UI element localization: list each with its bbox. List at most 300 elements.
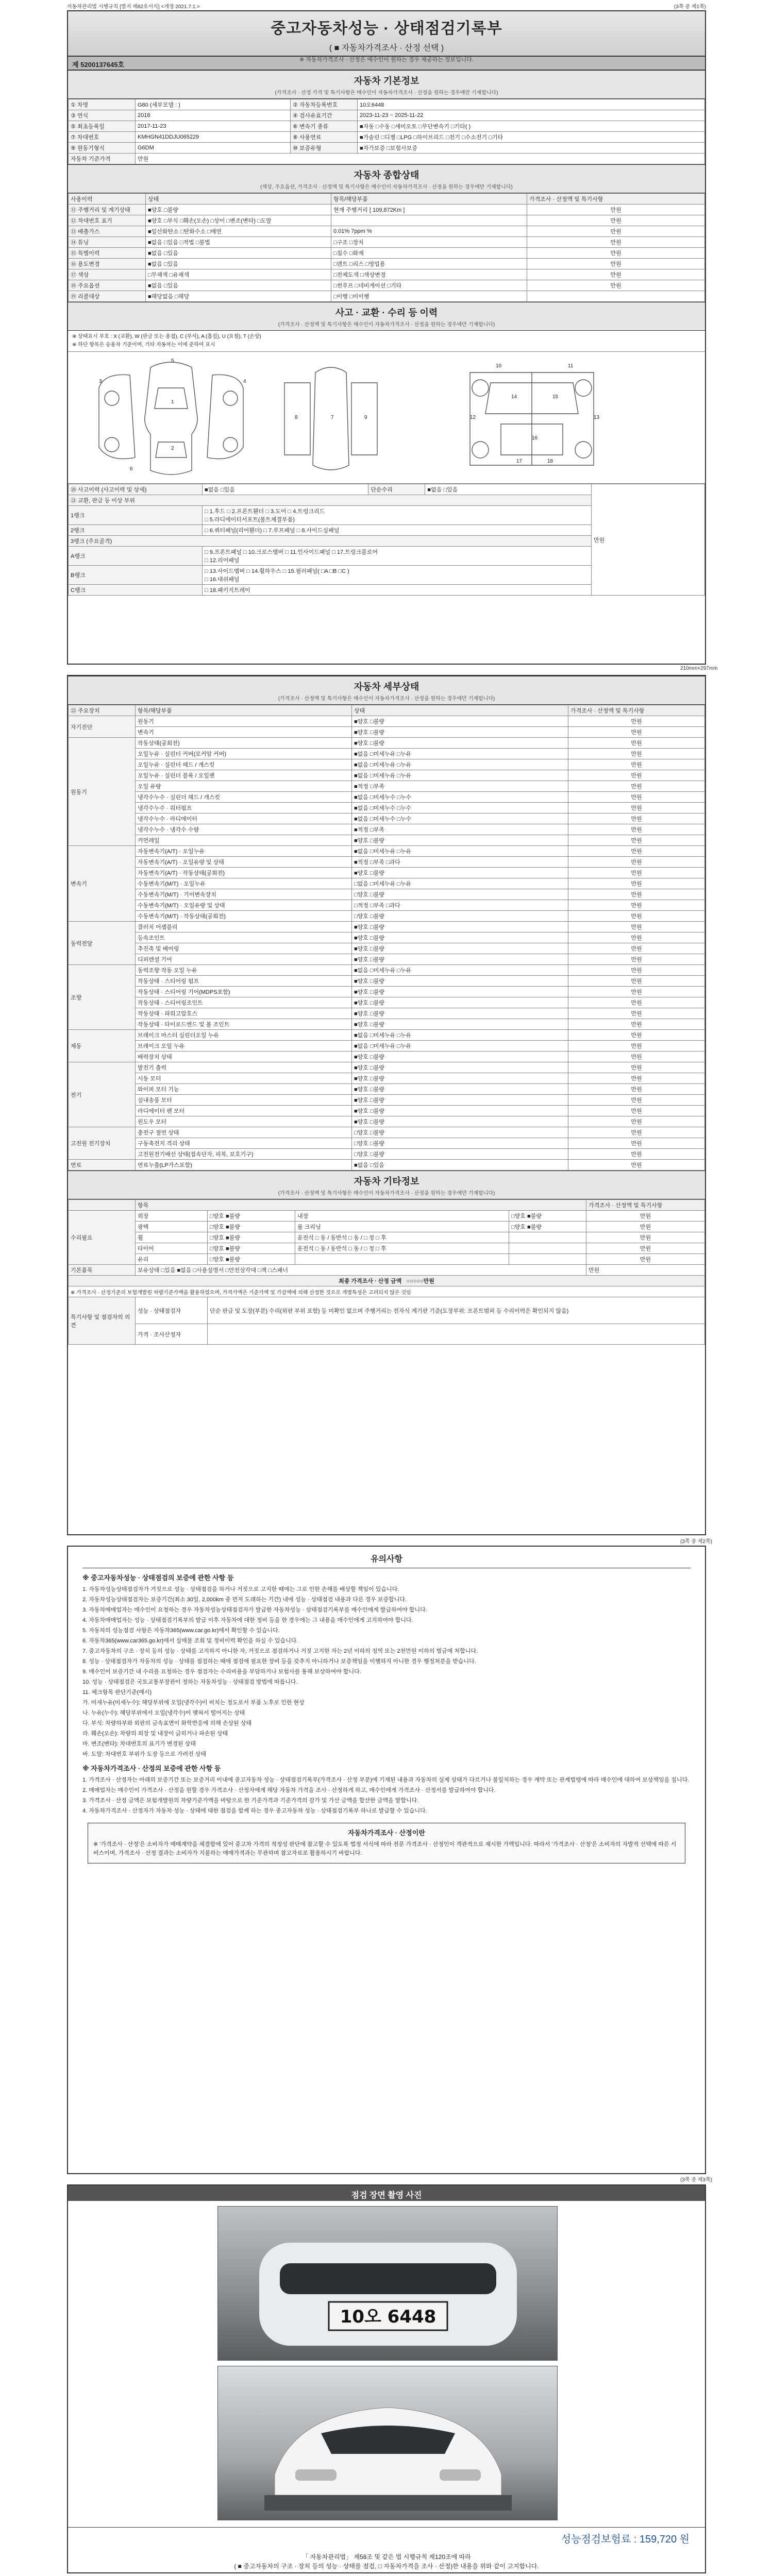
accident-table: [68, 484, 705, 596]
overview-state: ■없음 □있음: [146, 248, 331, 259]
notice-item: 3. 자동차매매업자는 매수인이 요청하는 경우 자동차성능상태점검자가 발급한 자동차성능 · 상태점검기록부를 매수인에게 발급하여야 합니다.: [82, 1607, 427, 1613]
detail-state: ■양호 □불량: [352, 1008, 568, 1019]
overview-name: ⑫ 차대번호 표기: [69, 215, 146, 226]
detail-row: [69, 1073, 705, 1084]
notice-item: 가. 미세누유(미세누수): 해당부위에 오일(냉각수)이 비치는 정도로서 부품 노후로 인한 현상: [82, 1700, 305, 1706]
detail-row: [69, 922, 705, 933]
other-item-a: 외장: [136, 1211, 208, 1222]
other-table: [68, 1199, 705, 1345]
page-1: [67, 10, 706, 665]
basic-value: KMHGN41DDJU065229: [136, 132, 291, 143]
detail-row: [69, 835, 705, 846]
diagram-number: 13: [594, 415, 600, 420]
detail-state: □없음 □미세누유 □누유: [352, 878, 568, 889]
detail-price: 만원: [568, 738, 705, 749]
title-box: [68, 11, 705, 63]
notice-section: [68, 1547, 705, 1879]
notice-item-2: 4. 자동차가격조사 · 산정자가 자동차 성능 · 상태에 대한 점검을 함께 하는 경우 중고자동차 성능 · 상태점검기록부 하나로 발급할 수 있습니다.: [82, 1808, 427, 1814]
detail-group: 제동: [69, 1030, 136, 1062]
legend-note: ※ 하단 항목은 승용차 기준이며, 기타 자동차는 이에 준하여 표시: [72, 342, 215, 348]
detail-row: [69, 824, 705, 835]
detail-row: [69, 1062, 705, 1073]
appraisal-box-text: ※ '가격조사 · 산정'은 소비자가 매매계약을 체결함에 있어 중고차 가격의 적정성 판단에 참고할 수 있도록 법정 서식에 따라 전문 가격조사 · 산정인이 객관적으로 제시한 가액입니다. 따라서 '가격조사 · 산정'은 소비자의 자발적 선택에 따른 서비스이며, 가격조사 · 산정 결과는 소비자가 지불하는 매매가격과는 무관하며 참고자료로 활용하시기 바랍니다.: [93, 1841, 677, 1856]
detail-price: 만원: [568, 987, 705, 997]
overview-detail: 0.01% 7ppm %: [331, 226, 527, 237]
basic-row: [69, 99, 705, 110]
accident-history-label: ⑳ 사고이력 (사고이력 및 상세): [69, 484, 203, 495]
detail-price: 만원: [568, 976, 705, 987]
detail-price: 만원: [568, 1073, 705, 1084]
basic-value: 10오6448: [357, 99, 704, 110]
detail-price: 만원: [568, 846, 705, 857]
detail-row: [69, 857, 705, 868]
remark-appraiser-text: [208, 1324, 705, 1345]
rank1-label: 1랭크: [69, 506, 203, 525]
notice-item: 10. 성능 · 상태점검은 국토교통부장관이 정하는 자동차성능 · 상태점검 방법에 따릅니다.: [82, 1679, 298, 1685]
diagram-number: 4: [243, 379, 246, 384]
other-state-b: [509, 1243, 586, 1254]
detail-state: ■없음 □미세누수 □누수: [352, 814, 568, 824]
basic-items-price: 만원: [586, 1265, 705, 1276]
other-subheading: (가격조사 · 산정액 및 특기사항은 매수인이 자동차가격조사 · 산정을 원하는 경우에만 기재합니다): [68, 1189, 705, 1199]
diagram-number: 16: [532, 435, 538, 441]
other-price: 만원: [586, 1211, 705, 1222]
detail-price: 만원: [568, 922, 705, 933]
other-state-b: □양호 ■불량: [509, 1222, 586, 1232]
detail-price: 만원: [568, 770, 705, 781]
detail-item: 동력조향 작동 오일 누유: [136, 965, 352, 976]
basic-row: [69, 121, 705, 132]
detail-row: [69, 943, 705, 954]
detail-row: [69, 1019, 705, 1030]
notice-item-2: 1. 가격조사 · 산정자는 아래의 보증기간 또는 보증거리 이내에 중고자동차 성능 · 상태점검기록부(가격조사 · 산정 부분)에 기재된 내용과 자동차의 실제 상태가 다르거나 불일치하는 경우 계약 또는 관계법령에 따라 매수인에 대하여 보상책임을 집니다.: [82, 1777, 690, 1783]
detail-state: ■없음 □미세누유 □누유: [352, 759, 568, 770]
detail-row: [69, 1116, 705, 1127]
detail-group: 조향: [69, 965, 136, 1030]
detail-item: 윈도우 모터: [136, 1116, 352, 1127]
detail-state: ■양호 □불량: [352, 1062, 568, 1073]
basic-label: ③ 연식: [69, 110, 136, 121]
overview-detail: □전체도색 □색상변경: [331, 269, 527, 280]
other-row: [69, 1232, 705, 1243]
car-outline-right: [470, 372, 594, 465]
legend-symbols: ※ 상태표시 부호 : X (교환), W (판금 또는 용접), C (부식), A (흠집), U (요철), T (손상): [72, 334, 261, 340]
other-item-b: [295, 1254, 509, 1265]
detail-item: 커먼레일: [136, 835, 352, 846]
detail-item: 수동변속기(M/T) · 오일유량 및 상태: [136, 900, 352, 911]
detail-item: 냉각수누수 · 실린더 헤드 / 개스킷: [136, 792, 352, 803]
detail-price: 만원: [568, 1062, 705, 1073]
notice-item: 마. 변조(변타): 차대번호의 표기가 변경된 상태: [82, 1741, 196, 1747]
detail-state: □양호 □불량: [352, 1127, 568, 1138]
overview-col-price: 가격조사 · 산정액 및 특기사항: [527, 194, 705, 205]
notice-items-2: [82, 1776, 691, 1816]
overview-heading: 자동차 종합상태: [68, 164, 705, 182]
other-row: [69, 1222, 705, 1232]
diagram-number: 5: [171, 358, 174, 364]
detail-row: [69, 1160, 705, 1171]
overview-detail: □침수 □화재: [331, 248, 527, 259]
detail-group: 원동기: [69, 738, 136, 846]
detail-item: 디퍼렌셜 기어: [136, 954, 352, 965]
detail-item: 수동변속기(M/T) · 기어변속장치: [136, 889, 352, 900]
notice-item: 다. 부식: 차량하부와 외판의 금속표면이 화학반응에 의해 손상된 상태: [82, 1720, 252, 1726]
sign-line-2: ( ■ 중고자동차의 구조 · 장치 등의 성능 · 상태를 점검, □ 자동차가격을 조사 · 산정)한 내용을 위와 같이 고지합니다.: [234, 2563, 539, 2570]
detail-row: [69, 900, 705, 911]
overview-state: □무채색 □유채색: [146, 269, 331, 280]
other-col-price: 가격조사 · 산정액 및 특기사항: [586, 1200, 705, 1211]
remark-appraiser-label: 가격 · 조사산정자: [136, 1324, 208, 1345]
detail-item: 냉각수누수 · 라디에이터: [136, 814, 352, 824]
other-state-a: □양호 ■불량: [208, 1211, 295, 1222]
diagram-number: 7: [331, 415, 334, 420]
sign-line-1: 「 자동차관리법」 제58조 및 같은 법 시행규칙 제120조에 따라: [302, 2553, 471, 2561]
detail-price: 만원: [568, 1127, 705, 1138]
rankA-label: A랭크: [69, 547, 203, 566]
detail-state: □양호 □불량: [352, 911, 568, 922]
car-outline-left: [99, 362, 377, 474]
diagram-number: 18: [547, 459, 553, 464]
other-state-a: □양호 ■불량: [208, 1243, 295, 1254]
accident-heading: 사고 · 교환 · 수리 등 이력: [68, 302, 705, 320]
detail-item: 라디에이터 팬 모터: [136, 1106, 352, 1116]
detail-price: 만원: [568, 1106, 705, 1116]
detail-item: 작동상태 · 스티어링 기어(MDPS포함): [136, 987, 352, 997]
detail-item: 오일 유량: [136, 781, 352, 792]
detail-price: 만원: [568, 878, 705, 889]
car-diagram: [68, 352, 705, 484]
other-heading: 자동차 기타정보: [68, 1171, 705, 1189]
page-indicator-3: (3쪽 중 제3쪽): [680, 2177, 712, 2183]
detail-price: 만원: [568, 1084, 705, 1095]
notice-item-2: 3. 가격조사 · 산정 금액은 보험개발원의 차량기준가액을 바탕으로 한 기준가격과 기준가격의 감가 및 가산 금액을 합산한 금액을 말합니다.: [82, 1798, 419, 1804]
detail-price: 만원: [568, 911, 705, 922]
detail-item: 오일누유 · 실린더 커버(로커암 커버): [136, 749, 352, 759]
detail-row: [69, 1095, 705, 1106]
notice-item: 라. 훼손(오손): 차량의 외장 및 내장이 긁히거나 파손된 상태: [82, 1731, 228, 1737]
overview-row: [69, 269, 705, 280]
detail-state: ■없음 □미세누유 □누유: [352, 846, 568, 857]
overview-price: 만원: [527, 259, 705, 269]
basic-label: ⑨ 원동기형식: [69, 143, 136, 154]
detail-group: 변속기: [69, 846, 136, 922]
detail-state: ■양호 □불량: [352, 1084, 568, 1095]
detail-state: ■양호 □불량: [352, 1073, 568, 1084]
overview-row: [69, 226, 705, 237]
overview-row: [69, 248, 705, 259]
basic-label: ⑤ 최초등록일: [69, 121, 136, 132]
appraisal-box-title: 자동차가격조사 · 산정이란: [348, 1829, 425, 1837]
remark-label: 특기사항 및 점검자의 의견: [69, 1297, 136, 1345]
detail-state: ■양호 □불량: [352, 997, 568, 1008]
detail-state: ■없음 □있음: [352, 1160, 568, 1171]
overview-state: ■양호 □부식 □훼손(오손) □상이 □변조(변타) □도말: [146, 215, 331, 226]
detail-item: 오일누유 · 실린더 헤드 / 개스킷: [136, 759, 352, 770]
detail-state: ■없음 □미세누유 □누유: [352, 749, 568, 759]
other-state-a: □양호 ■불량: [208, 1232, 295, 1243]
final-price-row: 최종 가격조사 · 산정 금액 ○○○○○만원: [69, 1276, 705, 1286]
diagram-number: 10: [496, 363, 502, 369]
other-item-b: 룸 크리닝: [295, 1222, 509, 1232]
overview-name: ⑰ 색상: [69, 269, 146, 280]
basic-value: ■자가보증 □보험사보증: [357, 143, 704, 154]
overview-subheading: (색상, 주요옵션, 가격조사 · 산정액 및 특기사항은 매수인이 자동차가격조사 · 산정을 원하는 경우에만 기재합니다): [68, 182, 705, 193]
overview-detail: [331, 215, 527, 226]
detail-item: 브레이크 오일 누유: [136, 1041, 352, 1052]
other-state-b: □양호 ■불량: [509, 1211, 586, 1222]
detail-item: 자동변속기(A/T) · 오일누유: [136, 846, 352, 857]
detail-price: 만원: [568, 814, 705, 824]
overview-name: ⑭ 튜닝: [69, 237, 146, 248]
detail-state: ■양호 □불량: [352, 738, 568, 749]
diagram-number: 17: [516, 459, 523, 464]
notice-item: 7. 중고자동차의 구조 · 장치 등의 성능 · 상태를 고지하지 아니한 자, 거짓으로 점검하거나 거짓 고지한 자는 2년 이하의 징역 또는 2천만원 이하의 벌금에 처합니다.: [82, 1648, 478, 1654]
detail-state: ■없음 □미세누수 □누수: [352, 803, 568, 814]
detail-item: 연료누출(LP가스포함): [136, 1160, 352, 1171]
page-3: [67, 1546, 706, 2174]
detail-state: ■양호 □불량: [352, 716, 568, 727]
page-indicator: (3쪽 중 제1쪽): [674, 4, 706, 10]
detail-price: 만원: [568, 716, 705, 727]
other-state-a: □양호 ■불량: [208, 1222, 295, 1232]
other-item-a: 휠: [136, 1232, 208, 1243]
detail-item: 충전구 절연 상태: [136, 1127, 352, 1138]
detail-state: □적정 □부족 □과다: [352, 900, 568, 911]
page-2: [67, 675, 706, 1535]
detail-state: ■양호 □불량: [352, 1116, 568, 1127]
detail-item: 작동상태 · 타이로드엔드 및 볼 조인트: [136, 1019, 352, 1030]
detail-item: 수동변속기(M/T) · 오일누유: [136, 878, 352, 889]
notice-h1: ※ 중고자동차성능 · 상태점검의 보증에 관한 사항 등: [82, 1574, 234, 1582]
detail-state: □양호 □불량: [352, 889, 568, 900]
detail-state: □양호 □불량: [352, 1149, 568, 1160]
detail-item: 냉각수누수 · 냉각수 수량: [136, 824, 352, 835]
detail-item: 자동변속기(A/T) · 오일유량 및 상태: [136, 857, 352, 868]
detail-state: ■적정 □부족: [352, 824, 568, 835]
detail-group: 연료: [69, 1160, 136, 1171]
diagram-number: 1: [171, 399, 174, 405]
rankB-label: B랭크: [69, 566, 203, 585]
basic-value: G80 (세부모델 : ): [136, 99, 291, 110]
other-price: 만원: [586, 1254, 705, 1265]
basic-value: G6DM: [136, 143, 291, 154]
detail-item: 자동변속기(A/T) · 작동상태(공회전): [136, 868, 352, 878]
detail-item: 원동기: [136, 716, 352, 727]
accident-price: 만원: [592, 484, 705, 596]
detail-item: 구동축전지 격리 상태: [136, 1138, 352, 1149]
detail-price: 만원: [568, 1138, 705, 1149]
notice-item: 11. 체크항목 판단기준(예시): [82, 1689, 152, 1696]
basic-value: ■자동 □수동 □세미오토 □무단변속기 □기타( ): [357, 121, 704, 132]
overview-detail: □렌트 □리스 □영업용: [331, 259, 527, 269]
detail-state: ■적정 □부족 □과다: [352, 857, 568, 868]
rankA-items: □ 9.프론트패널 □ 10.크로스멤버 □ 11.인사이드패널 □ 17.트렁크플로어 □ 12.리어패널: [203, 547, 592, 566]
notice-item: 5. 자동차의 성능점검 사항은 자동차365(www.car.go.kr)에서 확인할 수 있습니다.: [82, 1628, 280, 1634]
detail-group: 고전원 전기장치: [69, 1127, 136, 1160]
detail-item: 작동상태(공회전): [136, 738, 352, 749]
detail-item: 작동상태 · 스티어링 펌프: [136, 976, 352, 987]
other-item-a: 광택: [136, 1222, 208, 1232]
detail-row: [69, 1052, 705, 1062]
other-item-a: 유리: [136, 1254, 208, 1265]
basic-row: [69, 110, 705, 121]
basic-label: ① 차명: [69, 99, 136, 110]
notice-item: 2. 자동차성능상태점검자는 보증기간(최소 30일, 2,000km 중 먼저 도래하는 기간) 내에 성능 · 상태점검 내용과 다른 경우 보증합니다.: [82, 1597, 407, 1603]
detail-item: 시동 모터: [136, 1073, 352, 1084]
basic-value: ■가솔린 □디젤 □LPG □하이브리드 □전기 □수소전기 □기타: [357, 132, 704, 143]
basic-value: 2018: [136, 110, 291, 121]
other-item-b: 운전석 □ 동 / 동반석 □ 동 / □ 정 □ 후: [295, 1232, 509, 1243]
notice-h2: ※ 자동차가격조사 · 산정의 보증에 관한 사항 등: [82, 1765, 221, 1772]
overview-detail: □이행 □미이행: [331, 291, 527, 302]
detail-row: [69, 1084, 705, 1095]
overview-col-usage: 사용이력: [69, 194, 146, 205]
car-diagram-svg: [68, 352, 705, 484]
diagram-number: 14: [511, 394, 517, 400]
rank3-label: 3랭크 (주요골격): [69, 536, 592, 547]
diagram-number: 12: [470, 415, 476, 420]
overview-name: ⑯ 용도변경: [69, 259, 146, 269]
detail-price: 만원: [568, 759, 705, 770]
photo-front: [217, 2206, 558, 2361]
basic-row: [69, 132, 705, 143]
basic-items-value: 보유상태 □있음 ■없음 □사용설명서 □안전삼각대 □잭 □스패너: [136, 1265, 586, 1276]
other-price: 만원: [586, 1222, 705, 1232]
diagram-number: 11: [568, 363, 574, 369]
rank2-items: □ 6.쿼터패널(리어휀더) □ 7.루프패널 □ 8.사이드실패널: [203, 525, 592, 536]
overview-price: 만원: [527, 269, 705, 280]
detail-price: 만원: [568, 835, 705, 846]
detail-state: ■양호 □불량: [352, 987, 568, 997]
basic-info-heading: 자동차 기본정보: [68, 70, 705, 88]
overview-name: ⑮ 특별이력: [69, 248, 146, 259]
detail-row: [69, 1127, 705, 1138]
detail-item: 브레이크 마스터 실린더오일 누유: [136, 1030, 352, 1041]
final-price-note: ※ 가격조사 · 산정기준의 보험개발원 차량기준가액을 활용하였으며, 가격가액은 기준가액 및 가감액에 의해 산정한 것으로 개별특성은 고려되지 않은 것임: [69, 1286, 705, 1297]
basic-label: ⑩ 보증유형: [290, 143, 357, 154]
other-price: 만원: [586, 1243, 705, 1254]
diagram-number: 15: [552, 394, 559, 400]
other-row: [69, 1211, 705, 1222]
rank2-label: 2랭크: [69, 525, 203, 536]
notice-item: 8. 성능 · 상태점검자가 자동차의 성능 · 상태를 점검하는 때에 점검에 필요한 장비 등을 갖추지 아니하거나 보증책임을 이행하지 아니한 경우 행정처분을 받습니다.: [82, 1658, 476, 1665]
basic-label: ⑧ 사용연료: [290, 132, 357, 143]
detail-row: [69, 911, 705, 922]
detail-item: 추진축 및 베어링: [136, 943, 352, 954]
detail-item: 클러치 어셈블리: [136, 922, 352, 933]
overview-name: ⑲ 리콜대상: [69, 291, 146, 302]
detail-row: [69, 1041, 705, 1052]
detail-row: [69, 814, 705, 824]
detail-group: 자기진단: [69, 716, 136, 738]
detail-group: 동력전달: [69, 922, 136, 965]
diagram-number: 9: [364, 415, 367, 420]
detail-item: 와이퍼 모터 기능: [136, 1084, 352, 1095]
notice-item-2: 2. 매매업자는 매수인이 가격조사 · 산정을 원할 경우 가격조사 · 산정자에게 해당 자동차 가격을 조사 · 산정하게 하고, 매수인에게 가격조사 · 산정서를 발급하여야 합니다.: [82, 1787, 496, 1793]
detail-price: 만원: [568, 1041, 705, 1052]
parts-label: ㉑ 교환, 판금 등 이상 부위: [69, 495, 592, 506]
overview-row: [69, 291, 705, 302]
detail-price: 만원: [568, 868, 705, 878]
detail-state: ■양호 □불량: [352, 1019, 568, 1030]
detail-item: 등속조인트: [136, 933, 352, 943]
detail-price: 만원: [568, 857, 705, 868]
detail-price: 만원: [568, 1019, 705, 1030]
other-item-a: 타이어: [136, 1243, 208, 1254]
detail-state: □양호 □불량: [352, 1138, 568, 1149]
page-note: ※ 자동차가격조사 · 산정은 매수인이 원하는 경우 제공하는 정보입니다.: [299, 57, 474, 63]
detail-table: [68, 705, 705, 1171]
detail-price: 만원: [568, 803, 705, 814]
detail-state: ■양호 □불량: [352, 922, 568, 933]
remark-inspector-label: 성능 · 상태점검자: [136, 1297, 208, 1324]
overview-state: ■해당없음 □해당: [146, 291, 331, 302]
overview-price: [527, 291, 705, 302]
detail-price: 만원: [568, 1095, 705, 1106]
rankC-items: □ 18.패키지트레이: [203, 585, 592, 596]
detail-row: [69, 997, 705, 1008]
detail-price: 만원: [568, 997, 705, 1008]
overview-price: 만원: [527, 205, 705, 215]
overview-row: [69, 259, 705, 269]
detail-item: 오일누유 · 실린더 블록 / 오일팬: [136, 770, 352, 781]
detail-state: ■없음 □미세누유 □누유: [352, 965, 568, 976]
detail-heading: 자동차 세부상태: [68, 676, 705, 694]
document-number: 제 5200137645호: [68, 57, 705, 70]
detail-item: 실내송풍 모터: [136, 1095, 352, 1106]
notice-item: 1. 자동차성능상태점검자가 거짓으로 성능 · 상태점검을 하거나 거짓으로 고지한 때에는 그로 인한 손해를 배상할 책임이 있습니다.: [82, 1586, 399, 1592]
overview-detail: □구조 □장치: [331, 237, 527, 248]
basic-info-table: [68, 99, 705, 164]
detail-state: ■없음 □미세누유 □누유: [352, 1041, 568, 1052]
overview-row: [69, 205, 705, 215]
detail-row: [69, 803, 705, 814]
page-indicator-2: (3쪽 중 제2쪽): [680, 1539, 712, 1545]
overview-state: ■일산화탄소 □탄화수소 □매연: [146, 226, 331, 237]
insurance-fee: 성능점검보험료 : 159,720 원: [561, 2534, 690, 2545]
detail-state: ■양호 □불량: [352, 835, 568, 846]
other-item-b: 내장: [295, 1211, 509, 1222]
detail-row: [69, 868, 705, 878]
other-row: [69, 1243, 705, 1254]
detail-item: 작동상태 · 스티어링조인트: [136, 997, 352, 1008]
simple-repair-label: 단순수리: [368, 484, 425, 495]
detail-state: ■없음 □미세누수 □누수: [352, 792, 568, 803]
detail-price: 만원: [568, 824, 705, 835]
notice-item: 6. 자동차365(www.car365.go.kr)에서 실매물 조회 및 정비이력 확인을 하실 수 있습니다.: [82, 1638, 298, 1644]
form-reference: 자동차관리법 시행규칙 [별지 제82호서식] <개정 2021.7.1.>: [67, 4, 200, 10]
page-title: 중고자동차성능 · 상태점검기록부: [271, 20, 502, 37]
basic-label: ⑦ 차대번호: [69, 132, 136, 143]
other-state-b: [509, 1254, 586, 1265]
top-meta: [67, 2, 706, 9]
page-size-1: 210mm×297mm: [680, 666, 718, 671]
detail-price: 만원: [568, 1030, 705, 1041]
diagram-number: 6: [130, 466, 133, 472]
detail-row: [69, 792, 705, 803]
detail-row: [69, 965, 705, 976]
detail-item: 수동변속기(M/T) · 작동상태(공회전): [136, 911, 352, 922]
other-state-a: □양호 ■불량: [208, 1254, 295, 1265]
detail-row: [69, 1008, 705, 1019]
detail-price: 만원: [568, 1149, 705, 1160]
detail-row: [69, 987, 705, 997]
overview-row: [69, 215, 705, 226]
detail-state: ■양호 □불량: [352, 1095, 568, 1106]
detail-item: 변속기: [136, 727, 352, 738]
photo-rear: [217, 2366, 558, 2520]
detail-item: 냉각수누수 · 워터펌프: [136, 803, 352, 814]
